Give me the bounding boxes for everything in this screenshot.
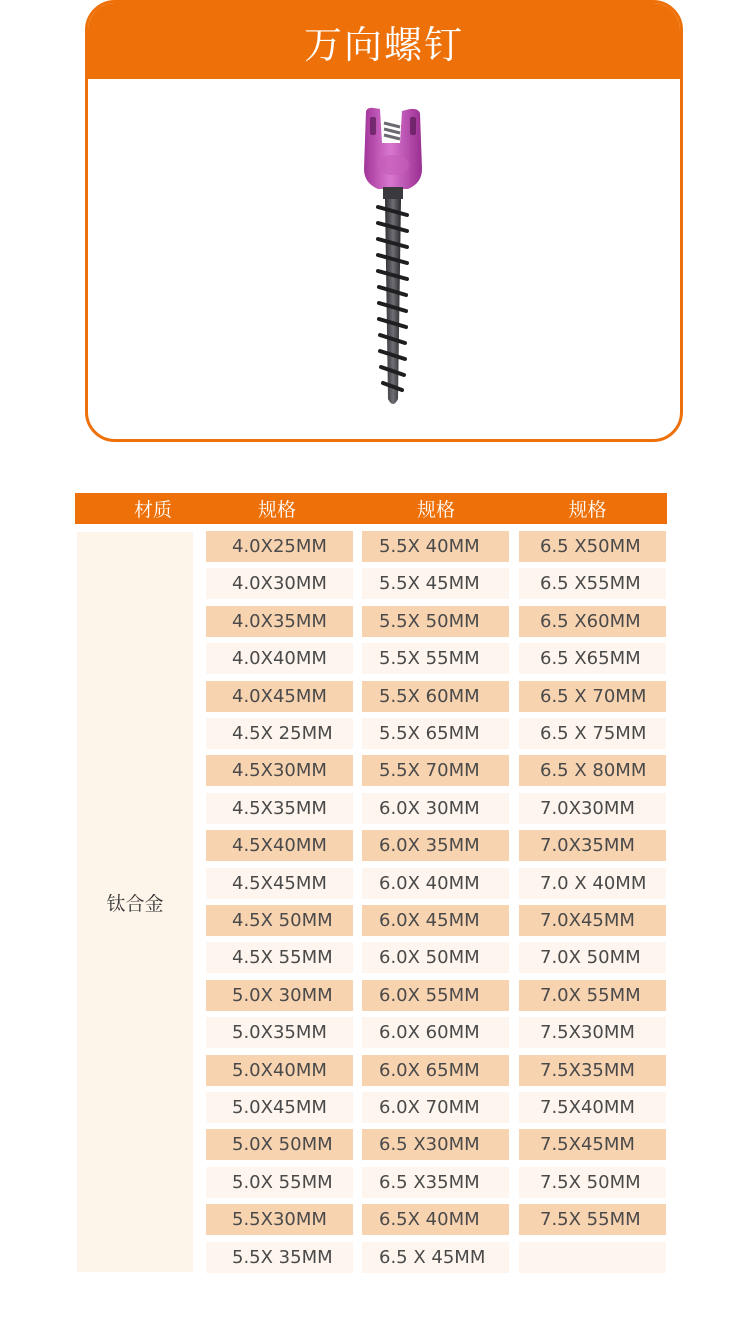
spec-cell: 6.0X 50MM [362,942,509,973]
spec-cell: 5.5X 65MM [362,718,509,749]
spec-cell: 4.5X40MM [206,830,353,861]
spec-cell: 5.5X 40MM [362,531,509,562]
header-material: 材质 [133,499,172,521]
spec-cell: 6.0X 40MM [362,868,509,899]
spec-cell: 5.5X 60MM [362,681,509,712]
spec-cell: 5.0X40MM [206,1055,353,1086]
header-spec-2: 规格 [416,499,455,521]
spec-cell: 5.0X 50MM [206,1129,353,1160]
spec-cell: 4.5X45MM [206,868,353,899]
spec-cell: 7.0 X 40MM [519,868,666,899]
spec-cell: 7.5X45MM [519,1129,666,1160]
spec-cell: 5.0X 30MM [206,980,353,1011]
spec-cell: 5.5X 35MM [206,1242,353,1273]
spec-cell [519,1242,666,1273]
spec-cell: 6.0X 60MM [362,1017,509,1048]
spec-table-header [75,493,667,524]
product-header [88,3,680,79]
spec-cell: 6.5 X 80MM [519,755,666,786]
spec-cell: 6.5 X 45MM [362,1242,509,1273]
spec-cell: 6.5 X30MM [362,1129,509,1160]
spec-cell: 7.0X 50MM [519,942,666,973]
polyaxial-screw-image [360,103,426,413]
spec-cell: 5.0X35MM [206,1017,353,1048]
spec-cell: 6.0X 45MM [362,905,509,936]
spec-cell: 6.5 X 75MM [519,718,666,749]
spec-cell: 6.0X 70MM [362,1092,509,1123]
spec-cell: 4.0X45MM [206,681,353,712]
spec-cell: 7.0X 55MM [519,980,666,1011]
product-card [85,0,683,442]
material-cell [77,532,193,1272]
spec-cell: 5.0X 55MM [206,1167,353,1198]
spec-cell: 4.5X30MM [206,755,353,786]
spec-cell: 6.5X 40MM [362,1204,509,1235]
spec-cell: 5.5X 45MM [362,568,509,599]
spec-cell: 7.0X30MM [519,793,666,824]
spec-cell: 4.5X 55MM [206,942,353,973]
spec-cell: 7.5X35MM [519,1055,666,1086]
spec-cell: 4.0X30MM [206,568,353,599]
material-label: 钛合金 [106,892,164,915]
spec-cell: 7.0X45MM [519,905,666,936]
spec-cell: 7.5X30MM [519,1017,666,1048]
spec-cell: 5.5X 50MM [362,606,509,637]
spec-cell: 7.0X35MM [519,830,666,861]
spec-cell: 4.5X 25MM [206,718,353,749]
spec-cell: 6.5 X50MM [519,531,666,562]
spec-cell: 6.5 X 70MM [519,681,666,712]
spec-cell: 7.5X 50MM [519,1167,666,1198]
spec-cell: 4.5X 50MM [206,905,353,936]
spec-cell: 6.0X 65MM [362,1055,509,1086]
spec-cell: 6.0X 35MM [362,830,509,861]
spec-cell: 4.0X25MM [206,531,353,562]
spec-cell: 4.0X35MM [206,606,353,637]
spec-cell: 5.5X 55MM [362,643,509,674]
spec-cell: 6.0X 30MM [362,793,509,824]
spec-cell: 6.5 X60MM [519,606,666,637]
product-title: 万向螺钉 [303,22,464,67]
spec-cell: 6.5 X55MM [519,568,666,599]
spec-cell: 7.5X40MM [519,1092,666,1123]
spec-cell: 5.5X 70MM [362,755,509,786]
spec-cell: 6.0X 55MM [362,980,509,1011]
spec-cell: 7.5X 55MM [519,1204,666,1235]
spec-cell: 6.5 X65MM [519,643,666,674]
spec-cell: 5.0X45MM [206,1092,353,1123]
spec-cell: 4.0X40MM [206,643,353,674]
spec-cell: 4.5X35MM [206,793,353,824]
header-spec-1: 规格 [257,499,296,521]
spec-cell: 5.5X30MM [206,1204,353,1235]
header-spec-3: 规格 [568,499,607,521]
spec-cell: 6.5 X35MM [362,1167,509,1198]
